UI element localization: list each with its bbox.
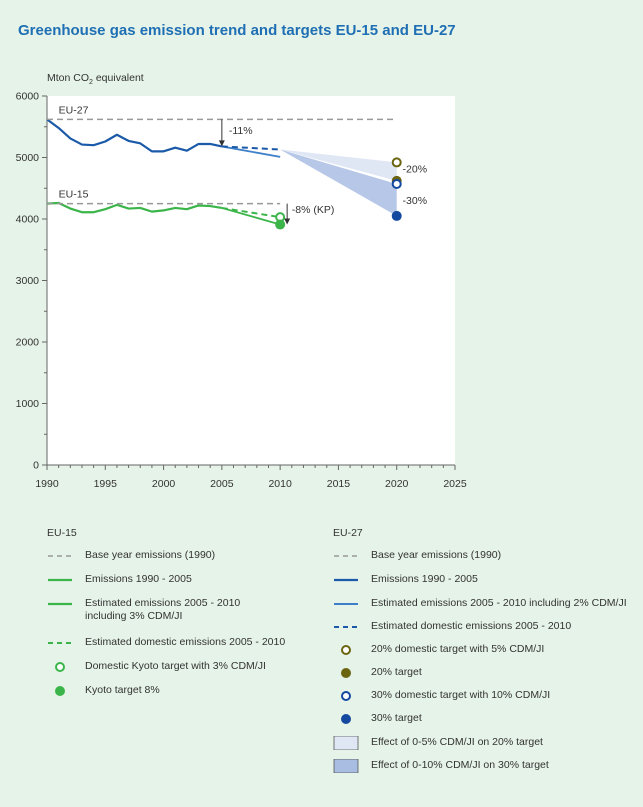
legend-symbol-dash-gray <box>333 549 359 563</box>
point-eu27-30-domestic <box>393 180 401 188</box>
y-tick-label: 0 <box>33 459 39 472</box>
legend-eu27-item <box>333 736 623 752</box>
legend-label: Estimated emissions 2005 - 2010 including 2% CDM/JI <box>371 597 627 609</box>
point-eu15-kyoto-target <box>276 221 284 229</box>
label-minus-11: -11% <box>228 125 253 138</box>
legend-eu15-item <box>47 660 337 676</box>
legend-symbol-open-blue <box>333 689 359 703</box>
legend-eu15-item <box>47 597 337 622</box>
legend-label: Effect of 0-10% CDM/JI on 30% target <box>371 759 549 771</box>
legend-symbol-filled-green <box>47 684 73 698</box>
legend-eu15-heading: EU-15 <box>47 527 77 539</box>
legend-eu27-item <box>333 689 623 705</box>
legend-symbol-open-green <box>47 660 73 674</box>
label-minus-30: -30% <box>402 195 428 208</box>
y-tick-label: 4000 <box>15 213 39 226</box>
legend-symbol-dash-blue <box>333 620 359 634</box>
legend-symbol-open-olive <box>333 643 359 657</box>
legend-symbol-box-light <box>333 736 359 750</box>
legend-symbol-filled-blue <box>333 712 359 726</box>
legend-eu27-item <box>333 549 623 565</box>
y-tick-label: 6000 <box>15 90 39 103</box>
label-minus-8-kp: -8% (KP) <box>291 203 335 216</box>
legend-symbol-dash-green <box>47 636 73 650</box>
legend-label: 20% domestic target with 5% CDM/JI <box>371 643 545 655</box>
point-eu27-20-domestic <box>393 158 401 166</box>
y-tick-label: 2000 <box>15 336 39 349</box>
legend-eu27-heading: EU-27 <box>333 527 363 539</box>
x-tick-label: 1990 <box>35 478 59 490</box>
legend-eu27-item <box>333 573 623 589</box>
label-eu27: EU-27 <box>58 104 89 117</box>
legend-eu15-item <box>47 549 337 565</box>
x-tick-label: 2005 <box>210 478 234 490</box>
legend-eu27-item <box>333 666 623 682</box>
chart-title: Greenhouse gas emission trend and targets EU-15 and EU-27 <box>18 22 456 39</box>
legend-label: Estimated emissions 2005 - 2010 including 3% CDM/JI <box>85 597 241 622</box>
y-tick-label: 5000 <box>15 152 39 164</box>
legend-label: Domestic Kyoto target with 3% CDM/JI <box>85 660 266 672</box>
legend-label: 30% target <box>371 712 422 724</box>
legend-label: Base year emissions (1990) <box>371 549 502 561</box>
legend-label: Effect of 0-5% CDM/JI on 20% target <box>371 736 543 748</box>
x-tick-label: 2015 <box>326 478 351 490</box>
legend-eu15-item <box>47 684 337 700</box>
legend-eu27-item <box>333 597 627 613</box>
legend-symbol-line-green <box>47 573 73 587</box>
legend-symbol-dash-gray <box>47 549 73 563</box>
legend-label: 30% domestic target with 10% CDM/JI <box>371 689 551 701</box>
legend-symbol-line-green <box>47 597 73 611</box>
x-tick-label: 2010 <box>268 478 292 490</box>
legend-label: Kyoto target 8% <box>85 684 160 696</box>
y-tick-label: 3000 <box>15 275 39 287</box>
label-minus-20: -20% <box>402 163 428 176</box>
legend-symbol-line-blue <box>333 597 359 611</box>
legend-label: Emissions 1990 - 2005 <box>371 573 478 585</box>
legend-eu27-item <box>333 759 623 775</box>
legend-label: 20% target <box>371 666 422 678</box>
x-tick-label: 2025 <box>443 478 467 490</box>
y-tick-label: 1000 <box>15 398 39 410</box>
legend-label: Emissions 1990 - 2005 <box>85 573 192 585</box>
legend-label: Estimated domestic emissions 2005 - 2010 <box>85 636 286 648</box>
legend-label: Estimated domestic emissions 2005 - 2010 <box>371 620 572 632</box>
legend-eu27-item <box>333 643 623 659</box>
legend-symbol-line-darkblue <box>333 573 359 587</box>
legend-eu27-item <box>333 620 623 636</box>
legend-eu15-item <box>47 636 337 652</box>
legend-label: Base year emissions (1990) <box>85 549 216 561</box>
label-eu15: EU-15 <box>58 188 89 201</box>
y-axis-label: Mton $CO_2$ equivalent <box>47 72 144 87</box>
x-tick-label: 1995 <box>93 478 117 490</box>
legend-eu15-item <box>47 573 337 589</box>
point-eu27-30-target <box>393 212 401 220</box>
x-tick-label: 2000 <box>151 478 176 490</box>
legend-symbol-filled-olive <box>333 666 359 680</box>
x-tick-label: 2020 <box>385 478 409 490</box>
legend-eu27-item <box>333 712 623 728</box>
legend-symbol-box-dark <box>333 759 359 773</box>
